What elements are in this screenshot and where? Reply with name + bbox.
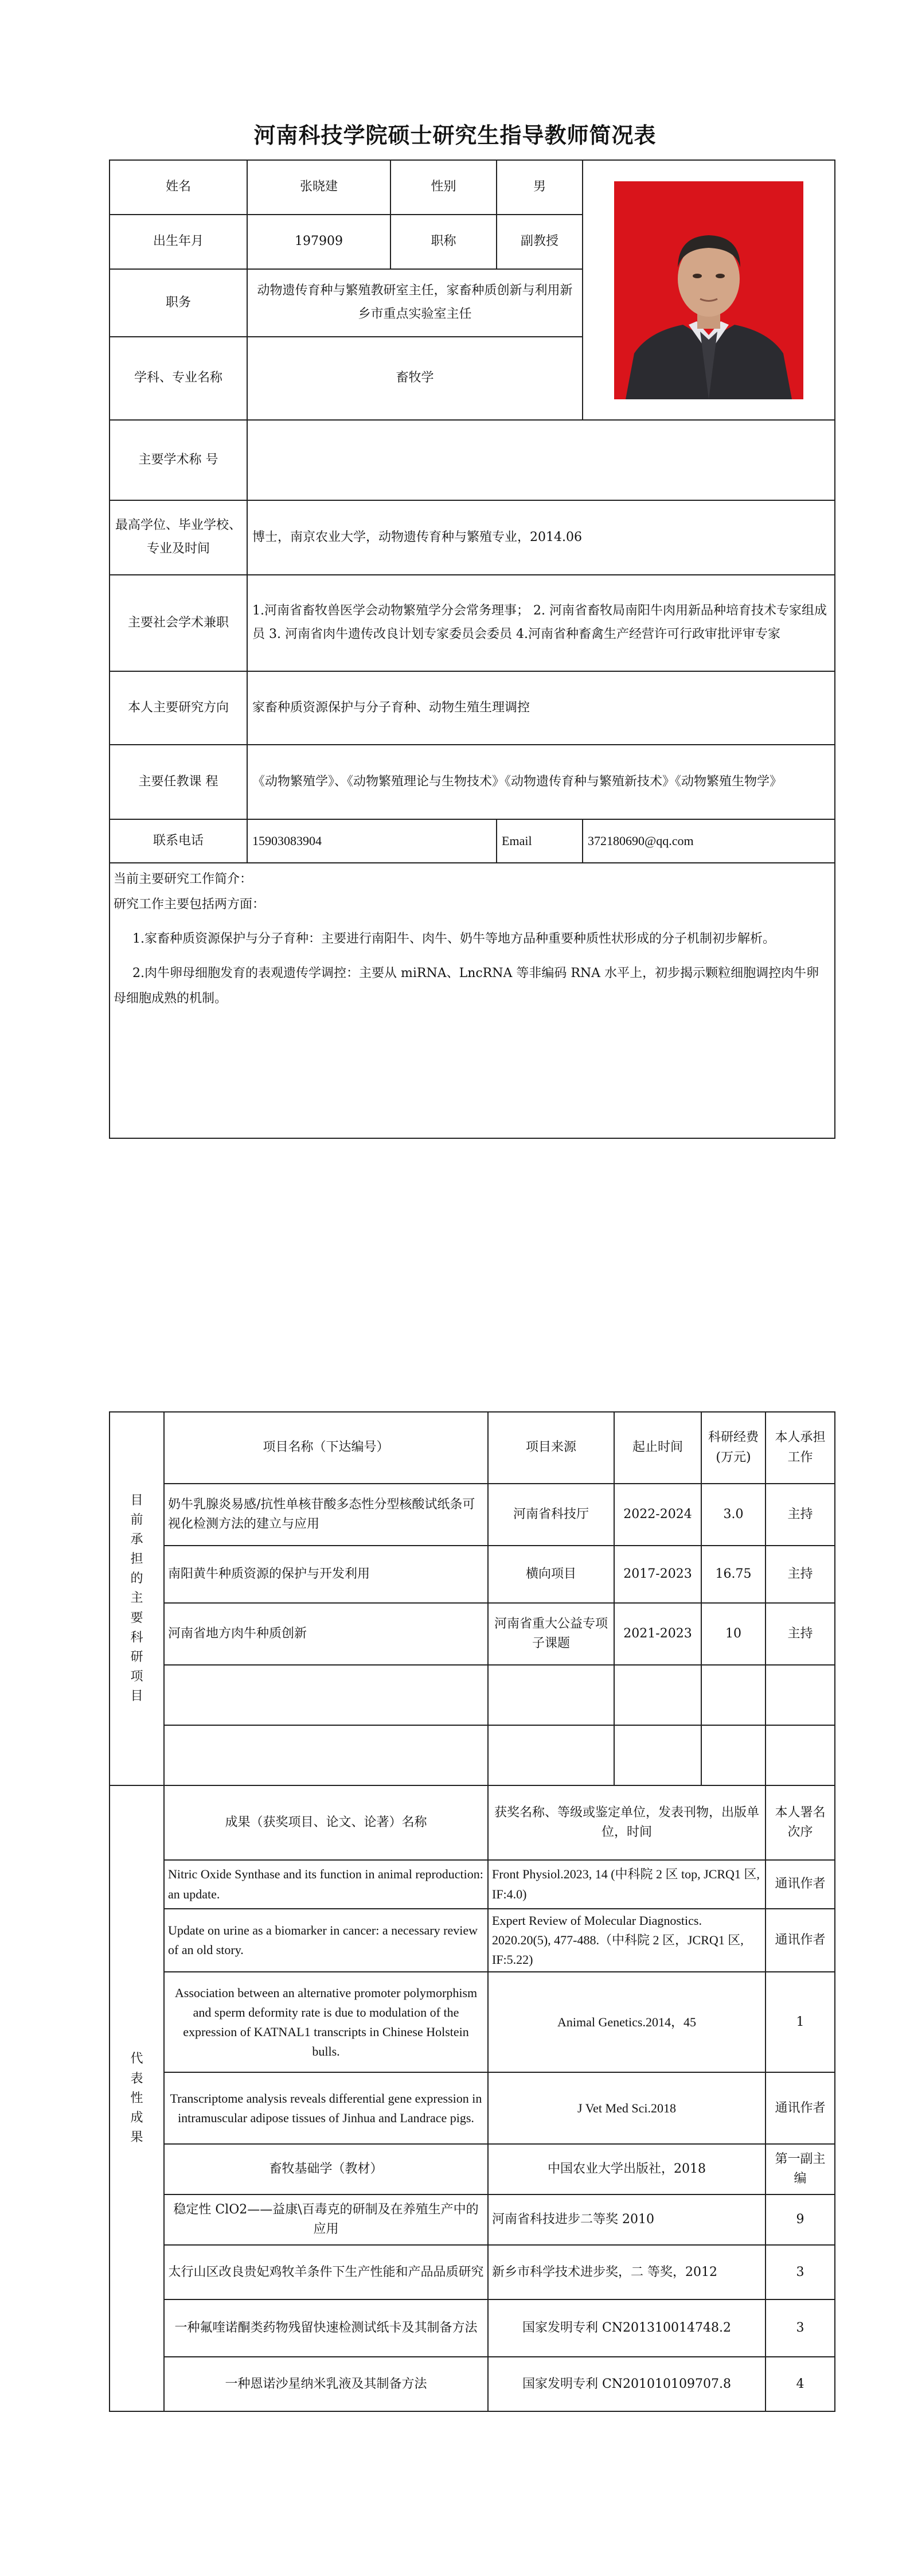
achievement-rank: 1: [766, 1972, 835, 2072]
projects-side-label: 目 前 承 担 的 主 要 科 研 项 目: [110, 1412, 164, 1785]
achievement-row: [110, 1860, 835, 1909]
achievement-rank: 第一副主编: [766, 2144, 835, 2194]
achievement-rank: 通讯作者: [766, 1909, 835, 1972]
achievement-name: 畜牧基础学（教材）: [164, 2144, 488, 2194]
achievement-name: 稳定性 ClO2——益康\百毒克的研制及在养殖生产中的应用: [164, 2194, 488, 2245]
gender-value: 男: [497, 160, 583, 215]
page-title: 河南科技学院硕士研究生指导教师简况表: [253, 123, 657, 148]
achievement-name: Association between an alternative promoter polymorphism and sperm deformity rate is due to modulation of the expression of KATNAL1 transcripts in Chinese Holstein bulls.: [164, 1972, 488, 2072]
projects-header-name: 项目名称（下达编号）: [164, 1412, 488, 1484]
achievement-source: 新乡市科学技术进步奖，二 等奖，2012: [488, 2245, 766, 2299]
projects-achievements-table: [109, 1411, 835, 2412]
direction-label: 本人主要研究方向: [110, 671, 247, 745]
project-name: 南阳黄牛种质资源的保护与开发利用: [164, 1546, 488, 1603]
achievements-header-rank: 本人署名次序: [766, 1785, 835, 1860]
project-row-empty: [110, 1665, 835, 1725]
name-label: 姓名: [110, 160, 247, 215]
project-name: 奶牛乳腺炎易感/抗性单核苷酸多态性分型核酸试纸条可视化检测方法的建立与应用: [164, 1484, 488, 1546]
phone-value: 15903083904: [247, 819, 497, 863]
portrait-photo: [614, 181, 803, 399]
work-summary: [110, 863, 835, 1138]
rank-value: 副教授: [497, 215, 583, 269]
project-fund: 3.0: [701, 1484, 766, 1546]
achievement-name: Nitric Oxide Synthase and its function in animal reproduction: an update.: [164, 1860, 488, 1909]
projects-header-period: 起止时间: [614, 1412, 701, 1484]
achievements-side-label: 代 表 性 成 果: [110, 1785, 164, 2411]
achievement-row: [110, 1909, 835, 1972]
achievements-header-source: 获奖名称、等级或鉴定单位，发表刊物，出版单位，时间: [488, 1785, 766, 1860]
direction-value: 家畜种质资源保护与分子育种、动物生殖生理调控: [247, 671, 835, 745]
achievement-rank: 通讯作者: [766, 1860, 835, 1909]
project-period: 2022-2024: [614, 1484, 701, 1546]
discipline-label: 学科、专业名称: [110, 337, 247, 420]
rank-label: 职称: [390, 215, 497, 269]
achievement-name: Transcriptome analysis reveals differential gene expression in intramuscular adipose tissues of Jinhua and Landrace pigs.: [164, 2072, 488, 2144]
work-item-1: 1.家畜种质资源保护与分子育种：主要进行南阳牛、肉牛、奶牛等地方品种重要种质性状形成的分子机制初步解析。: [132, 932, 775, 946]
achievement-source: 国家发明专利 CN201310014748.2: [488, 2299, 766, 2357]
achievement-source: J Vet Med Sci.2018: [488, 2072, 766, 2144]
photo-cell: [583, 160, 835, 420]
achievement-source: 河南省科技进步二等奖 2010: [488, 2194, 766, 2245]
project-fund: 16.75: [701, 1546, 766, 1603]
project-source: 横向项目: [488, 1546, 614, 1603]
achievement-rank: 4: [766, 2357, 835, 2411]
post-label: 职务: [110, 269, 247, 337]
post-value: 动物遗传育种与繁殖教研室主任，家畜种质创新与利用新乡市重点实验室主任: [247, 269, 583, 337]
achievement-name: 一种氟喹诺酮类药物残留快速检测试纸卡及其制备方法: [164, 2299, 488, 2357]
achievement-row: [110, 2072, 835, 2144]
courses-label: 主要任教课 程: [110, 745, 247, 819]
achievements-header-name: 成果（获奖项目、论文、论著）名称: [164, 1785, 488, 1860]
project-fund: 10: [701, 1603, 766, 1665]
achievement-source: Animal Genetics.2014，45: [488, 1972, 766, 2072]
achievement-name: 太行山区改良贵妃鸡牧羊条件下生产性能和产品品质研究: [164, 2245, 488, 2299]
project-row-empty: [110, 1725, 835, 1785]
email-value: 372180690@qq.com: [583, 819, 835, 863]
discipline-value: 畜牧学: [247, 337, 583, 420]
projects-header-fund: 科研经费(万元): [701, 1412, 766, 1484]
project-name: 河南省地方肉牛种质创新: [164, 1603, 488, 1665]
name-value: 张晓建: [247, 160, 390, 215]
work-heading: 当前主要研究工作简介：: [114, 872, 253, 886]
profile-table: [109, 159, 835, 1139]
achievement-source: 国家发明专利 CN201010109707.8: [488, 2357, 766, 2411]
projects-header-role: 本人承担工作: [766, 1412, 835, 1484]
academic-title-label: 主要学术称 号: [110, 420, 247, 500]
achievement-name: 一种恩诺沙星纳米乳液及其制备方法: [164, 2357, 488, 2411]
academic-title-value: [247, 420, 835, 500]
degree-label: 最高学位、毕业学校、专业及时间: [110, 500, 247, 575]
achievement-source: Front Physiol.2023, 14 (中科院 2 区 top, JCRQ1 区, IF:4.0): [488, 1860, 766, 1909]
project-period: 2017-2023: [614, 1546, 701, 1603]
achievement-rank: 9: [766, 2194, 835, 2245]
birth-label: 出生年月: [110, 215, 247, 269]
project-source: 河南省重大公益专项子课题: [488, 1603, 614, 1665]
project-role: 主持: [766, 1484, 835, 1546]
gender-label: 性别: [390, 160, 497, 215]
phone-label: 联系电话: [110, 819, 247, 863]
achievement-source: Expert Review of Molecular Diagnostics. 2020.20(5), 477-488.（中科院 2 区，JCRQ1 区, IF:5.22): [488, 1909, 766, 1972]
achievement-rank: 3: [766, 2245, 835, 2299]
achievement-row: [110, 2299, 835, 2357]
project-period: 2021-2023: [614, 1603, 701, 1665]
project-row: [110, 1546, 835, 1603]
social-value: 1.河南省畜牧兽医学会动物繁殖学分会常务理事； 2. 河南省畜牧局南阳牛肉用新品种培育技术专家组成员 3. 河南省肉牛遗传改良计划专家委员会委员 4.河南省种畜禽生产经营许可行政审批评审专家: [247, 575, 835, 671]
courses-value: 《动物繁殖学》、《动物繁殖理论与生物技术》《动物遗传育种与繁殖新技术》《动物繁殖生物学》: [247, 745, 835, 819]
project-role: 主持: [766, 1603, 835, 1665]
birth-value: 197909: [247, 215, 390, 269]
achievement-source: 中国农业大学出版社，2018: [488, 2144, 766, 2194]
projects-header-source: 项目来源: [488, 1412, 614, 1484]
social-label: 主要社会学术兼职: [110, 575, 247, 671]
project-role: 主持: [766, 1546, 835, 1603]
achievement-row: [110, 1972, 835, 2072]
achievement-row: [110, 2144, 835, 2194]
project-row: [110, 1484, 835, 1546]
achievement-row: [110, 2357, 835, 2411]
project-source: 河南省科技厅: [488, 1484, 614, 1546]
achievement-row: [110, 2245, 835, 2299]
portrait-svg: [614, 181, 803, 399]
achievement-name: Update on urine as a biomarker in cancer: a necessary review of an old story.: [164, 1909, 488, 1972]
work-intro: 研究工作主要包括两方面：: [114, 897, 265, 912]
degree-value: 博士，南京农业大学，动物遗传育种与繁殖专业，2014.06: [247, 500, 835, 575]
achievement-rank: 通讯作者: [766, 2072, 835, 2144]
work-item-2: 2.肉牛卵母细胞发育的表观遗传学调控：主要从 miRNA、LncRNA 等非编码 RNA 水平上，初步揭示颗粒细胞调控肉牛卵母细胞成熟的机制。: [114, 966, 819, 1006]
project-row: [110, 1603, 835, 1665]
achievement-row: [110, 2194, 835, 2245]
achievement-rank: 3: [766, 2299, 835, 2357]
email-label: Email: [497, 819, 583, 863]
